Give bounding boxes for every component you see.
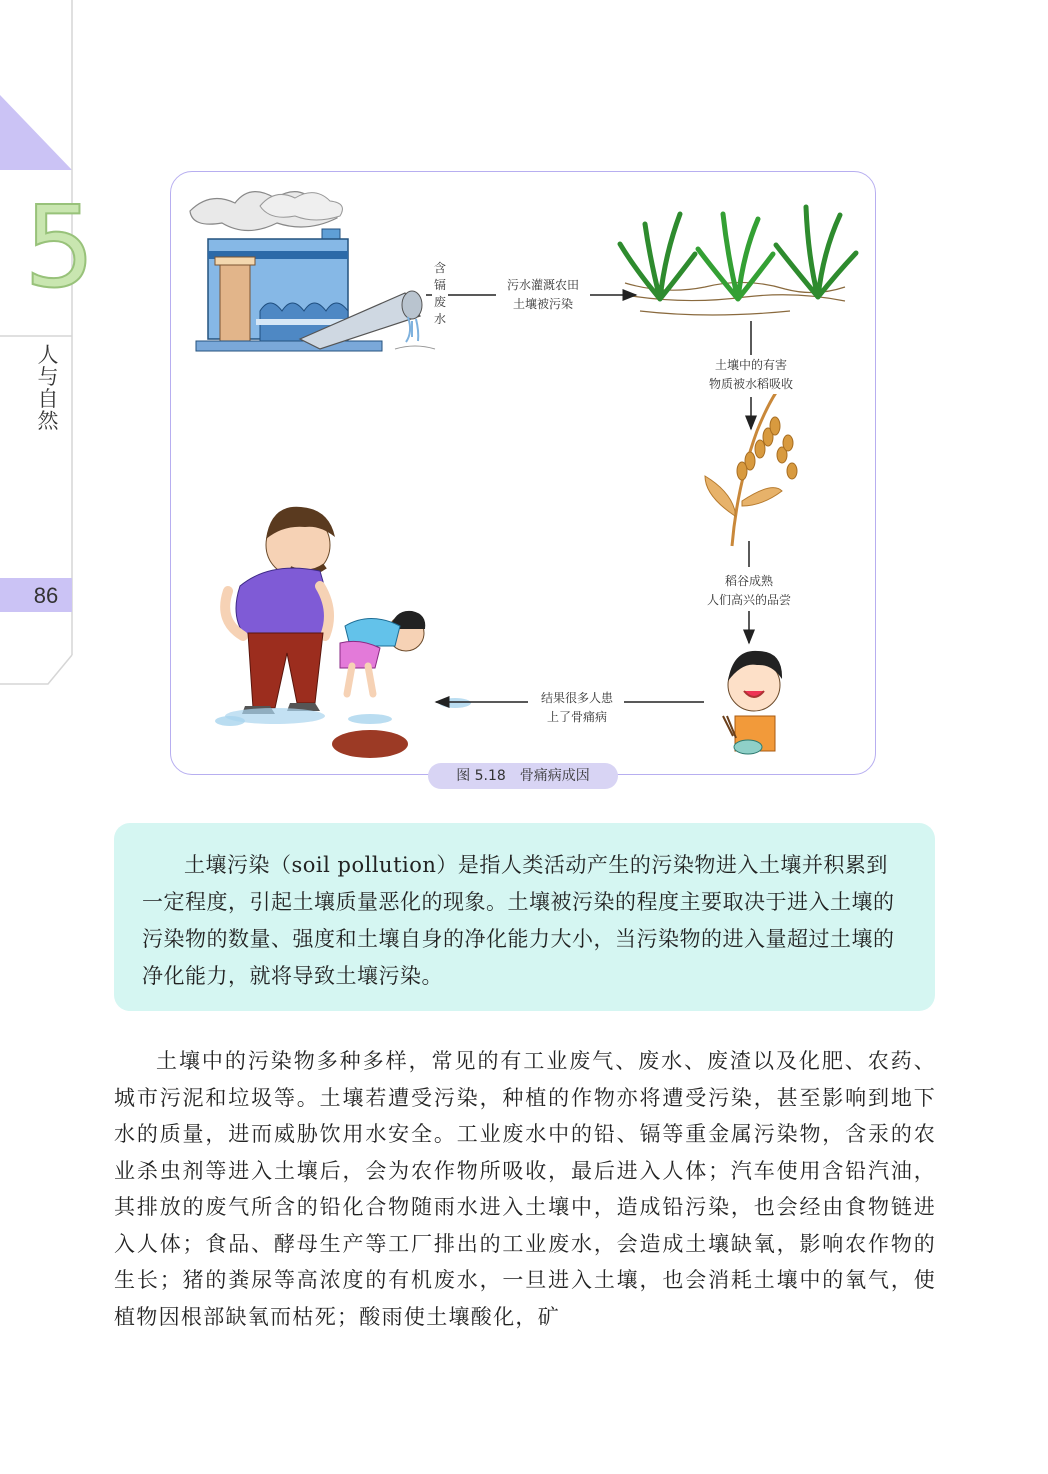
factory-illustration — [190, 192, 435, 351]
chapter-title — [33, 344, 63, 432]
label-harvest: 稻谷成熟 人们高兴的品尝 — [694, 572, 804, 610]
label-irrigation: 污水灌溉农田 土壤被污染 — [496, 276, 590, 314]
man-and-child-illustration — [215, 507, 471, 758]
chapter-title-char: 然 — [37, 409, 59, 433]
body-paragraph: 土壤中的污染物多种多样，常见的有工业废气、废水、废渣以及化肥、农药、城市污泥和垃圾等。土壤若遭受污染，种植的作物亦将遭受污染，甚至影响到地下水的质量，进而威胁饮用水安全。工业废水中的铅、镉等重金属污染物，含汞的农业杀虫剂等进入土壤后，会为农作物所吸收，最后进入人体；汽车使用含铅汽油，其排放的废气所含的铅化合物随雨水进入土壤中，造成铅污染，也会经由食物链进入人体；食品、酵母生产等工厂排出的工业废水，会造成土壤缺氧，影响农作物的生长；猪的粪尿等高浓度的有机废水，一旦进入土壤，也会消耗土壤中的氧气，使植物因根部缺氧而枯死；酸雨使土壤酸化，矿 — [114, 1049, 936, 1329]
chapter-title-char: 自 — [37, 387, 59, 411]
definition-box — [114, 823, 935, 1011]
boy-eating-illustration — [723, 651, 782, 754]
rice-field-illustration — [620, 207, 856, 315]
figure-caption: 图 5.18 骨痛病成因 — [428, 763, 618, 789]
chapter-title-char: 人 — [37, 343, 59, 367]
page-number: 86 — [33, 583, 59, 608]
chapter-number: 5 — [24, 183, 96, 313]
label-absorption: 土壤中的有害 物质被水稻吸收 — [696, 356, 806, 394]
label-cadmium-wastewater: 含 镉 废 水 — [433, 261, 446, 326]
chapter-title-char: 与 — [37, 365, 59, 389]
definition-text: 土壤污染（soil pollution）是指人类活动产生的污染物进入土壤并积累到一定程度，引起土壤质量恶化的现象。土壤被污染的程度主要取决于进入土壤的污染物的数量、强度和土壤自身的净化能力大小，当污染物的进入量超过土壤的净化能力，就将导致土壤污染。 — [142, 853, 895, 988]
corner-triangle — [0, 95, 72, 170]
label-result: 结果很多人患 上了骨痛病 — [530, 689, 624, 727]
figure-illustration — [170, 171, 876, 775]
